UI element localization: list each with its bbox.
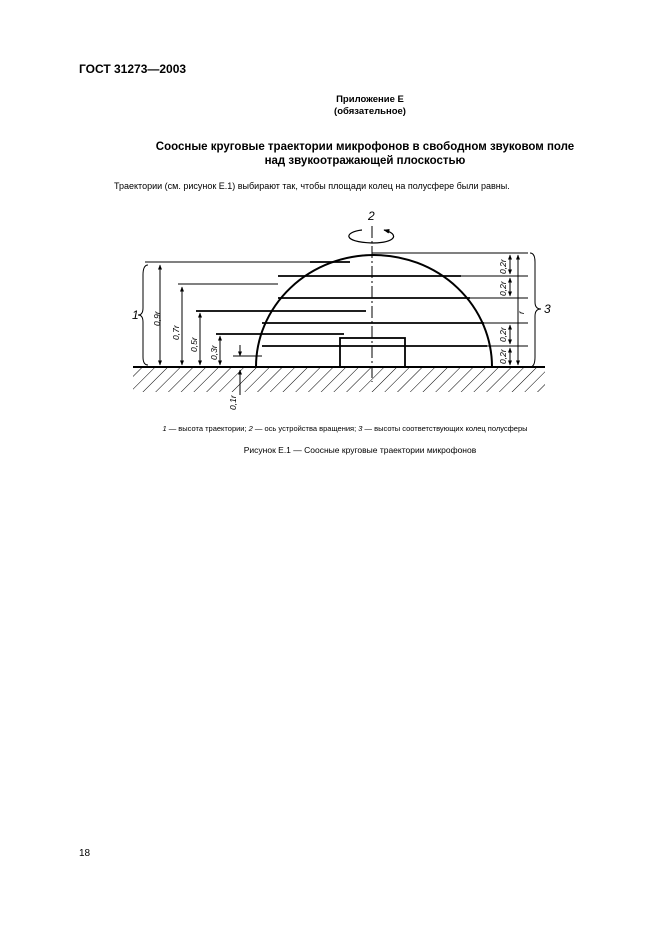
dim-09r: 0,9r <box>152 311 162 326</box>
dim-05r: 0,5r <box>189 337 199 352</box>
callout-2: 2 <box>368 209 375 223</box>
section-title-line-1: Соосные круговые траектории микрофонов в свободном звуковом поле <box>155 141 575 153</box>
appendix-status: (обязательное) <box>334 106 406 117</box>
dim-01r: 0,1r <box>228 395 238 410</box>
figure-e1-drawing <box>0 0 661 430</box>
trajectory-lines <box>196 262 487 346</box>
ground-hatching <box>133 368 545 392</box>
right-dimensions <box>372 253 541 367</box>
rotation-arrow-icon <box>349 230 394 243</box>
dim-03r: 0,3r <box>209 345 219 360</box>
document-code: ГОСТ 31273—2003 <box>79 62 187 76</box>
page-number: 18 <box>79 848 91 859</box>
figure-legend: 1 — высота траектории; 2 — ось устройства вращения; 3 — высоты соответствующих колец полусферы <box>162 424 528 433</box>
dim-07r: 0,7r <box>171 325 181 340</box>
callout-1: 1 <box>132 308 139 322</box>
dim-right-r: r <box>516 311 526 314</box>
appendix-label: Приложение Е <box>336 94 404 105</box>
figure-caption: Рисунок Е.1 — Соосные круговые траектории микрофонов <box>243 445 477 455</box>
section-title-line-2: над звукоотражающей плоскостью <box>264 155 466 167</box>
dim-right-4: 0,2r <box>498 349 508 364</box>
callout-3: 3 <box>544 302 551 316</box>
dim-right-1: 0,2r <box>498 259 508 274</box>
intro-paragraph: Траектории (см. рисунок Е.1) выбирают так, чтобы площади колец на полусфере были равны. <box>114 181 510 191</box>
dim-right-3: 0,2r <box>498 327 508 342</box>
dim-right-2: 0,2r <box>498 281 508 296</box>
